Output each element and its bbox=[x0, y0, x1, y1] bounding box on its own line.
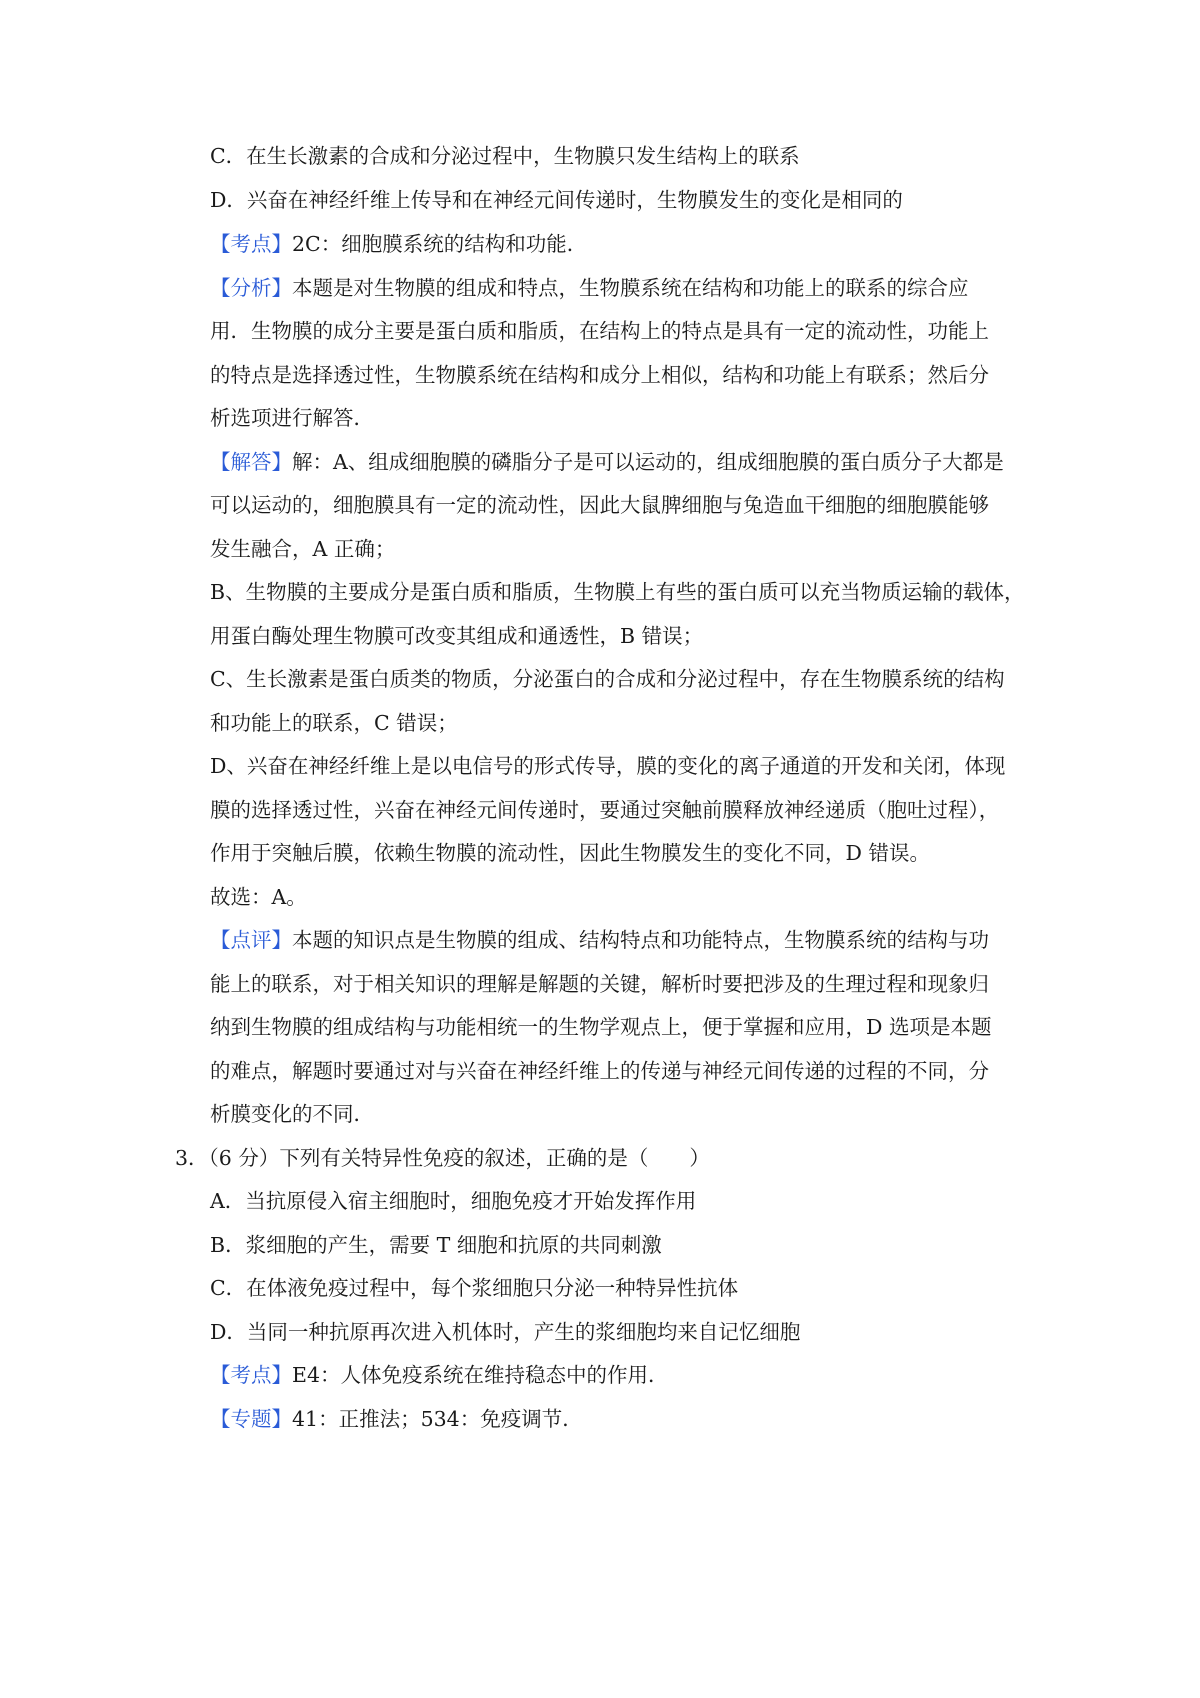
dianping-text: 本题的知识点是生物膜的组成、结构特点和功能特点，生物膜系统的结构与功 bbox=[292, 928, 989, 952]
q2-jieda-line-8: D、兴奋在神经纤维上是以电信号的形式传导，膜的变化的离子通道的开发和关闭，体现 bbox=[210, 754, 1006, 778]
q2-option-c: C．在生长激素的合成和分泌过程中，生物膜只发生结构上的联系 bbox=[210, 144, 800, 168]
q3-option-c: C．在体液免疫过程中，每个浆细胞只分泌一种特异性抗体 bbox=[210, 1276, 739, 1300]
q2-dianping-line-3: 纳到生物膜的组成结构与功能相统一的生物学观点上，便于掌握和应用，D 选项是本题 bbox=[210, 1015, 992, 1039]
q3-stem: 3．（6 分）下列有关特异性免疫的叙述，正确的是（ ） bbox=[175, 1146, 710, 1170]
fenxi-tag: 【分析】 bbox=[210, 276, 292, 300]
q2-fenxi-line-1 bbox=[210, 273, 969, 303]
q2-jieda-line-11: 故选：A。 bbox=[210, 885, 307, 909]
q2-dianping-line-2: 能上的联系，对于相关知识的理解是解题的关键，解析时要把涉及的生理过程和现象归 bbox=[210, 972, 989, 996]
jieda-tag: 【解答】 bbox=[210, 450, 292, 474]
q2-jieda-line-6: C、生长激素是蛋白质类的物质，分泌蛋白的合成和分泌过程中，存在生物膜系统的结构 bbox=[210, 667, 1005, 691]
q3-kaodian-text: E4：人体免疫系统在维持稳态中的作用． bbox=[292, 1363, 669, 1387]
q2-jieda-line-1 bbox=[210, 447, 1004, 477]
q2-jieda-line-3: 发生融合，A 正确； bbox=[210, 537, 396, 561]
q2-jieda-line-9: 膜的选择透过性，兴奋在神经元间传递时，要通过突触前膜释放神经递质（胞吐过程）， bbox=[210, 798, 1000, 822]
q2-dianping-line-1 bbox=[210, 925, 989, 955]
q3-kaodian-tag: 【考点】 bbox=[210, 1363, 292, 1387]
q3-option-b: B．浆细胞的产生，需要 T 细胞和抗原的共同刺激 bbox=[210, 1233, 662, 1257]
fenxi-text: 本题是对生物膜的组成和特点，生物膜系统在结构和功能上的联系的综合应 bbox=[292, 276, 969, 300]
q3-option-a: A．当抗原侵入宿主细胞时，细胞免疫才开始发挥作用 bbox=[210, 1189, 697, 1213]
dianping-tag: 【点评】 bbox=[210, 928, 292, 952]
q2-fenxi-line-2: 用．生物膜的成分主要是蛋白质和脂质，在结构上的特点是具有一定的流动性，功能上 bbox=[210, 319, 989, 343]
q2-dianping-line-5: 析膜变化的不同． bbox=[210, 1102, 374, 1126]
q2-jieda-line-10: 作用于突触后膜，依赖生物膜的流动性，因此生物膜发生的变化不同，D 错误。 bbox=[210, 841, 930, 865]
q3-kaodian bbox=[210, 1360, 669, 1390]
q3-zhuanti-tag: 【专题】 bbox=[210, 1407, 292, 1431]
q2-jieda-line-7: 和功能上的联系，C 错误； bbox=[210, 711, 458, 735]
q3-zhuanti-text: 41：正推法；534：免疫调节． bbox=[292, 1407, 583, 1431]
q2-jieda-line-4: B、生物膜的主要成分是蛋白质和脂质，生物膜上有些的蛋白质可以充当物质运输的载体， bbox=[210, 580, 1025, 604]
q2-option-d: D．兴奋在神经纤维上传导和在神经元间传递时，生物膜发生的变化是相同的 bbox=[210, 188, 903, 212]
q2-jieda-line-2: 可以运动的，细胞膜具有一定的流动性，因此大鼠脾细胞与兔造血干细胞的细胞膜能够 bbox=[210, 493, 989, 517]
q2-jieda-line-5: 用蛋白酶处理生物膜可改变其组成和通透性，B 错误； bbox=[210, 624, 704, 648]
q3-option-d: D．当同一种抗原再次进入机体时，产生的浆细胞均来自记忆细胞 bbox=[210, 1320, 801, 1344]
kaodian-tag: 【考点】 bbox=[210, 232, 292, 256]
q2-fenxi-line-4: 析选项进行解答． bbox=[210, 406, 374, 430]
q3-zhuanti bbox=[210, 1404, 583, 1434]
q2-fenxi-line-3: 的特点是选择透过性，生物膜系统在结构和成分上相似，结构和功能上有联系；然后分 bbox=[210, 363, 989, 387]
kaodian-text: 2C：细胞膜系统的结构和功能． bbox=[292, 232, 588, 256]
q2-dianping-line-4: 的难点，解题时要通过对与兴奋在神经纤维上的传递与神经元间传递的过程的不同，分 bbox=[210, 1059, 989, 1083]
jieda-text: 解：A、组成细胞膜的磷脂分子是可以运动的，组成细胞膜的蛋白质分子大都是 bbox=[292, 450, 1004, 474]
q2-kaodian bbox=[210, 229, 587, 259]
